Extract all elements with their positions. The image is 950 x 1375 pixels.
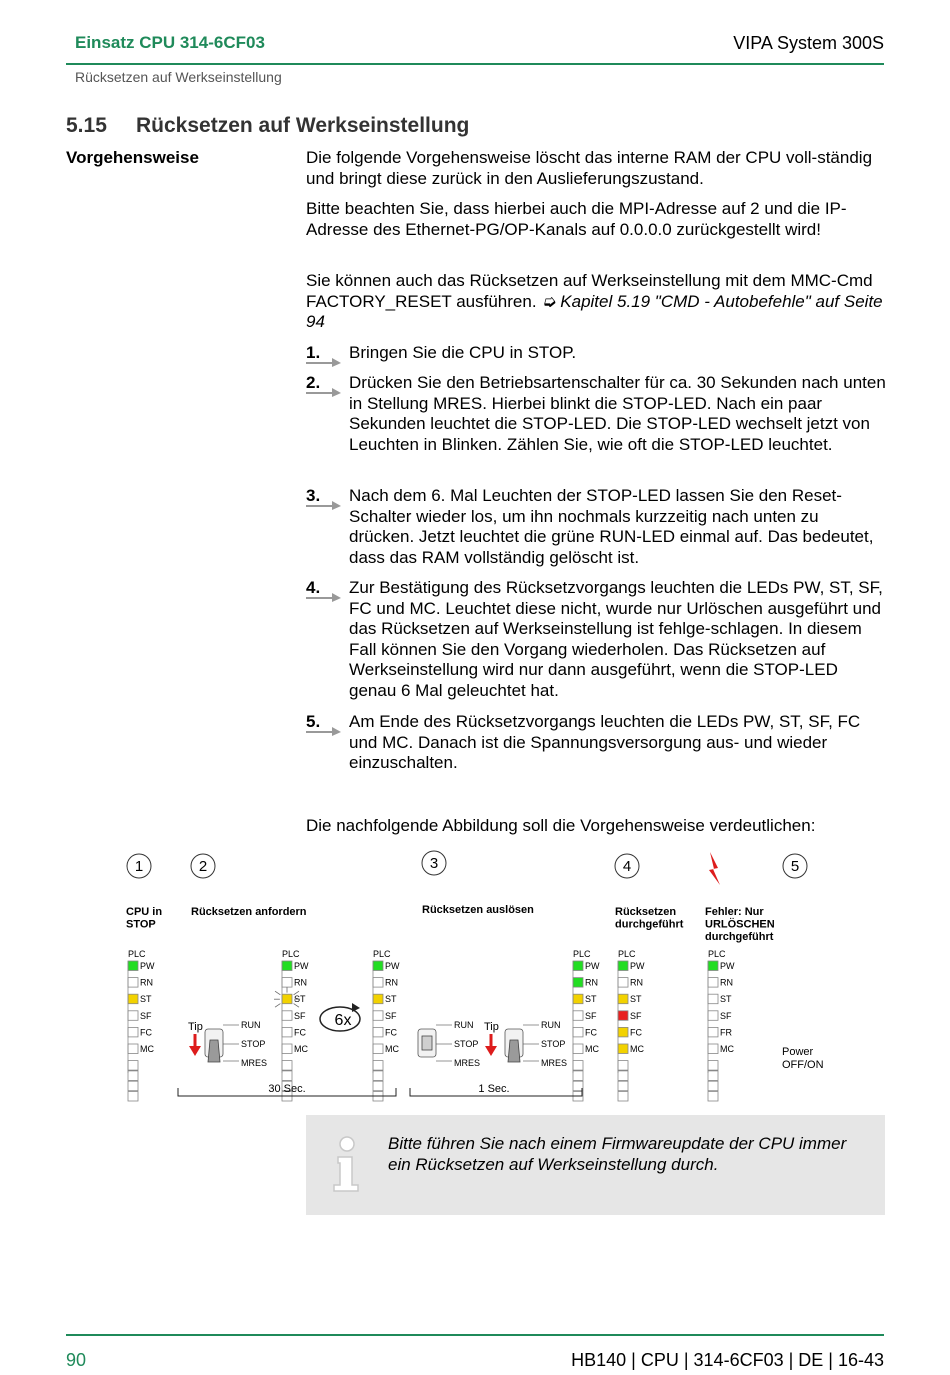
- step-circle-number: 5: [790, 858, 800, 875]
- led: [282, 978, 292, 988]
- step-1: [306, 343, 886, 364]
- led: [618, 994, 628, 1004]
- step-circle-number: 1: [134, 858, 144, 875]
- paragraph-2: Bitte beachten Sie, dass hierbei auch die MPI-Adresse auf 2 und die IP-Adresse des Ethernet-PG/OP-Kanals auf 0.0.0.0 zurückgestellt wird!: [306, 199, 847, 239]
- led-label: RN: [720, 977, 733, 988]
- led: [282, 1044, 292, 1054]
- link-symbol-icon: ➭: [541, 291, 556, 311]
- led: [128, 1061, 138, 1071]
- led: [373, 1061, 383, 1071]
- led: [282, 1027, 292, 1037]
- led-label: PW: [720, 961, 735, 971]
- figure-intro: Die nachfolgende Abbildung soll die Vorgehensweise verdeutlichen:: [306, 816, 816, 835]
- led: [708, 1011, 718, 1021]
- led: [708, 961, 718, 971]
- switch-position-label: RUN: [541, 1020, 561, 1030]
- led: [573, 994, 583, 1004]
- led: [373, 1081, 383, 1091]
- led-label: PW: [585, 961, 600, 971]
- led-label: PW: [385, 961, 400, 971]
- mode-switch: [418, 1020, 480, 1068]
- led: [573, 1061, 583, 1071]
- led: [573, 1027, 583, 1037]
- chapter-link[interactable]: Kapitel 5.19 "CMD - Autobefehle" auf Seite 94: [306, 291, 883, 331]
- led: [373, 961, 383, 971]
- led-label: SF: [294, 1010, 306, 1021]
- title-error: durchgeführt: [705, 931, 774, 943]
- led: [282, 1011, 292, 1021]
- footer-rule: [66, 1334, 884, 1336]
- led: [708, 1092, 718, 1102]
- led: [708, 1044, 718, 1054]
- step-circle-number: 3: [429, 855, 439, 872]
- led: [282, 1061, 292, 1071]
- tip-label: Tip: [188, 1021, 203, 1033]
- footer-reference: HB140 | CPU | 314-6CF03 | DE | 16-43: [571, 1350, 884, 1370]
- header-subsection: Rücksetzen auf Werkseinstellung: [75, 69, 282, 85]
- led: [282, 994, 292, 1004]
- step-arrow-icon: [306, 726, 342, 736]
- switch-position-label: STOP: [541, 1039, 566, 1049]
- repeat-arrow-icon: [352, 1003, 360, 1012]
- figure-extras: [178, 852, 824, 1096]
- page-number: 90: [66, 1350, 87, 1370]
- step-circle-number: 4: [622, 858, 632, 875]
- led-label: FC: [630, 1027, 642, 1038]
- led-label: SF: [140, 1010, 152, 1021]
- step-3: [306, 486, 886, 568]
- blink-ray: [275, 1004, 280, 1008]
- led-label: FC: [585, 1027, 597, 1038]
- paragraph-3-text: Sie können auch das Rücksetzen auf Werkseinstellung mit dem MMC-Cmd FACTORY_RESET ausführen.: [306, 271, 873, 311]
- led: [128, 1027, 138, 1037]
- led-label: ST: [720, 994, 732, 1005]
- led: [282, 961, 292, 971]
- led-label: RN: [630, 977, 643, 988]
- blink-ray: [275, 991, 280, 995]
- plc-led-column: [618, 949, 645, 1101]
- led: [373, 1027, 383, 1037]
- led: [573, 1044, 583, 1054]
- plc-label: PLC: [373, 949, 391, 959]
- step-text: Zur Bestätigung des Rücksetzvorgangs leuchten die LEDs PW, ST, SF, FC und MC. Leuchtet diese nicht, wurde nur Urlöschen ausgeführt und das Rücksetzen auf Werkseinstellung ist fehlge-schlagen. In diesem Fall können Sie den Vorgang wiederholen. Das Rücksetzen auf Werkseinstellung wird nur dann ausgeführt, wenn die STOP-LED genau 6 Mal geleuchtet hat.: [349, 578, 883, 700]
- led: [128, 1092, 138, 1102]
- switch-lever: [422, 1036, 432, 1050]
- led-label: MC: [140, 1044, 154, 1054]
- led: [573, 961, 583, 971]
- plc-led-column: [274, 949, 309, 1101]
- led-label: ST: [385, 994, 397, 1005]
- led-label: PW: [140, 961, 155, 971]
- switch-position-label: STOP: [454, 1039, 479, 1049]
- led-label: SF: [720, 1010, 732, 1021]
- step-number: 4.: [306, 578, 321, 597]
- led-label: MC: [585, 1044, 599, 1054]
- led: [573, 1071, 583, 1081]
- led: [618, 1081, 628, 1091]
- led: [618, 1092, 628, 1102]
- led-label: FC: [140, 1027, 152, 1038]
- step-arrow-icon: [306, 387, 342, 397]
- step-2: [306, 373, 886, 455]
- led: [128, 961, 138, 971]
- plc-label: PLC: [573, 949, 591, 959]
- led: [708, 1027, 718, 1037]
- title-error: Fehler: Nur: [705, 906, 764, 918]
- step-arrow-icon: [306, 592, 342, 602]
- switch-position-label: RUN: [241, 1020, 261, 1030]
- step-text: Am Ende des Rücksetzvorgangs leuchten die LEDs PW, ST, SF, FC und MC. Danach ist die Spannungsversorgung aus- und wieder einzuschalten.: [349, 712, 861, 772]
- led-label: PW: [630, 961, 645, 971]
- led: [373, 994, 383, 1004]
- led: [618, 1044, 628, 1054]
- switch-position-label: RUN: [454, 1020, 474, 1030]
- step-4: [306, 578, 886, 701]
- led: [373, 1044, 383, 1054]
- led-label: ST: [585, 994, 597, 1005]
- title-cpu-stop: STOP: [126, 918, 156, 931]
- plc-label: PLC: [282, 949, 300, 959]
- led: [618, 1061, 628, 1071]
- led: [373, 978, 383, 988]
- led-label: SF: [585, 1010, 597, 1021]
- step-text: Nach dem 6. Mal Leuchten der STOP-LED lassen Sie den Reset-Schalter wieder los, um ihn nochmals kurzzeitig nach unten zu drücken. Jetzt leuchtet die grüne RUN-LED einmal auf. Das bedeutet, dass das RAM vollständig gelöscht ist.: [349, 486, 874, 567]
- led: [128, 1011, 138, 1021]
- led: [708, 1071, 718, 1081]
- section-title: Rücksetzen auf Werkseinstellung: [136, 114, 470, 137]
- title-request-reset: Rücksetzen anfordern: [191, 906, 307, 918]
- led-label: SF: [385, 1010, 397, 1021]
- step-number: 1.: [306, 343, 321, 362]
- led-label: RN: [140, 977, 153, 988]
- reset-procedure-figure: [0, 840, 950, 1105]
- switch-position-label: MRES: [541, 1058, 568, 1068]
- led: [618, 1027, 628, 1037]
- header-chapter: Einsatz CPU 314-6CF03: [75, 33, 265, 52]
- led: [573, 978, 583, 988]
- section-heading: [66, 114, 469, 138]
- step-text: Drücken Sie den Betriebsartenschalter für ca. 30 Sekunden nach unten in Stellung MRES. Hierbei blinkt die STOP-LED. Nach ein paar Sekunden leuchtet die STOP-LED. Die STOP-LED wechselt jetzt von Leuchten in Blinken. Zählen Sie, wie oft die STOP-LED leuchtet.: [349, 373, 886, 454]
- title-reset-done: durchgeführt: [615, 918, 684, 931]
- led-label: PW: [294, 961, 309, 971]
- header-rule: [66, 63, 884, 65]
- title-reset-done: Rücksetzen: [615, 906, 677, 918]
- paragraph-3: [306, 271, 886, 333]
- step-arrow-icon: [306, 500, 342, 510]
- led-label: ST: [630, 994, 642, 1005]
- tip-arrow-icon: [189, 1046, 201, 1056]
- led-label: FR: [720, 1027, 732, 1038]
- plc-led-column: [708, 949, 735, 1101]
- info-icon: [330, 1135, 364, 1193]
- led: [128, 978, 138, 988]
- figure-titles: [126, 904, 775, 943]
- led: [618, 961, 628, 971]
- plc-led-column: [373, 949, 400, 1101]
- power-label: OFF/ON: [782, 1059, 824, 1071]
- plc-label: PLC: [708, 949, 726, 959]
- side-label: Vorgehensweise: [66, 148, 199, 167]
- switch-lever: [508, 1040, 520, 1062]
- plc-columns: [128, 949, 735, 1101]
- led-label: FC: [385, 1027, 397, 1038]
- led: [618, 1071, 628, 1081]
- led: [618, 978, 628, 988]
- led: [373, 1011, 383, 1021]
- duration-30s: 30 Sec.: [268, 1083, 306, 1095]
- title-trigger-reset: Rücksetzen auslösen: [422, 904, 534, 916]
- plc-label: PLC: [128, 949, 146, 959]
- title-cpu-stop: CPU in: [126, 906, 163, 918]
- led: [128, 1081, 138, 1091]
- led: [128, 1071, 138, 1081]
- led-label: MC: [630, 1044, 644, 1054]
- switch-position-label: MRES: [454, 1058, 481, 1068]
- step-circles: [127, 851, 807, 878]
- led-label: FC: [294, 1027, 306, 1038]
- switch-position-label: MRES: [241, 1058, 268, 1068]
- led: [373, 1071, 383, 1081]
- power-label: Power: [782, 1046, 814, 1058]
- lightning-icon: [709, 852, 720, 885]
- step-number: 3.: [306, 486, 321, 505]
- led-label: MC: [385, 1044, 399, 1054]
- led: [282, 1071, 292, 1081]
- led-label: RN: [385, 977, 398, 988]
- plc-led-column: [128, 949, 155, 1101]
- tip-label: Tip: [484, 1021, 499, 1033]
- header-product: VIPA System 300S: [733, 33, 884, 53]
- step-arrow-icon: [306, 357, 342, 367]
- led: [708, 1061, 718, 1071]
- mode-switch: [484, 1020, 567, 1068]
- led-label: RN: [585, 977, 598, 988]
- mode-switch: [188, 1020, 267, 1068]
- paragraph-1: Die folgende Vorgehensweise löscht das interne RAM der CPU voll-ständig und bringt diese zurück in den Auslieferungszustand.: [306, 148, 873, 188]
- led-label: ST: [140, 994, 152, 1005]
- step-5: [306, 712, 886, 774]
- section-number: 5.15: [66, 114, 107, 137]
- tip-arrow-icon: [485, 1046, 497, 1056]
- switch-lever: [208, 1040, 220, 1062]
- step-circle-number: 2: [198, 858, 208, 875]
- led-label: ST: [294, 994, 306, 1005]
- led: [618, 1011, 628, 1021]
- led: [708, 1081, 718, 1091]
- plc-led-column: [573, 949, 600, 1101]
- step-number: 2.: [306, 373, 321, 392]
- step-text: Bringen Sie die CPU in STOP.: [349, 343, 577, 362]
- note-text: Bitte führen Sie nach einem Firmwareupdate der CPU immer ein Rücksetzen auf Werkseinstellung durch.: [388, 1134, 847, 1174]
- led: [128, 1044, 138, 1054]
- step-number: 5.: [306, 712, 321, 731]
- repeat-count: 6x: [334, 1012, 352, 1029]
- led-label: MC: [294, 1044, 308, 1054]
- led-label: MC: [720, 1044, 734, 1054]
- duration-1s: 1 Sec.: [478, 1083, 510, 1095]
- plc-label: PLC: [618, 949, 636, 959]
- led: [128, 994, 138, 1004]
- led-label: SF: [630, 1010, 642, 1021]
- led: [708, 978, 718, 988]
- led: [573, 1011, 583, 1021]
- led: [708, 994, 718, 1004]
- switch-position-label: STOP: [241, 1039, 266, 1049]
- title-error: URLÖSCHEN: [705, 918, 775, 931]
- led-label: RN: [294, 977, 307, 988]
